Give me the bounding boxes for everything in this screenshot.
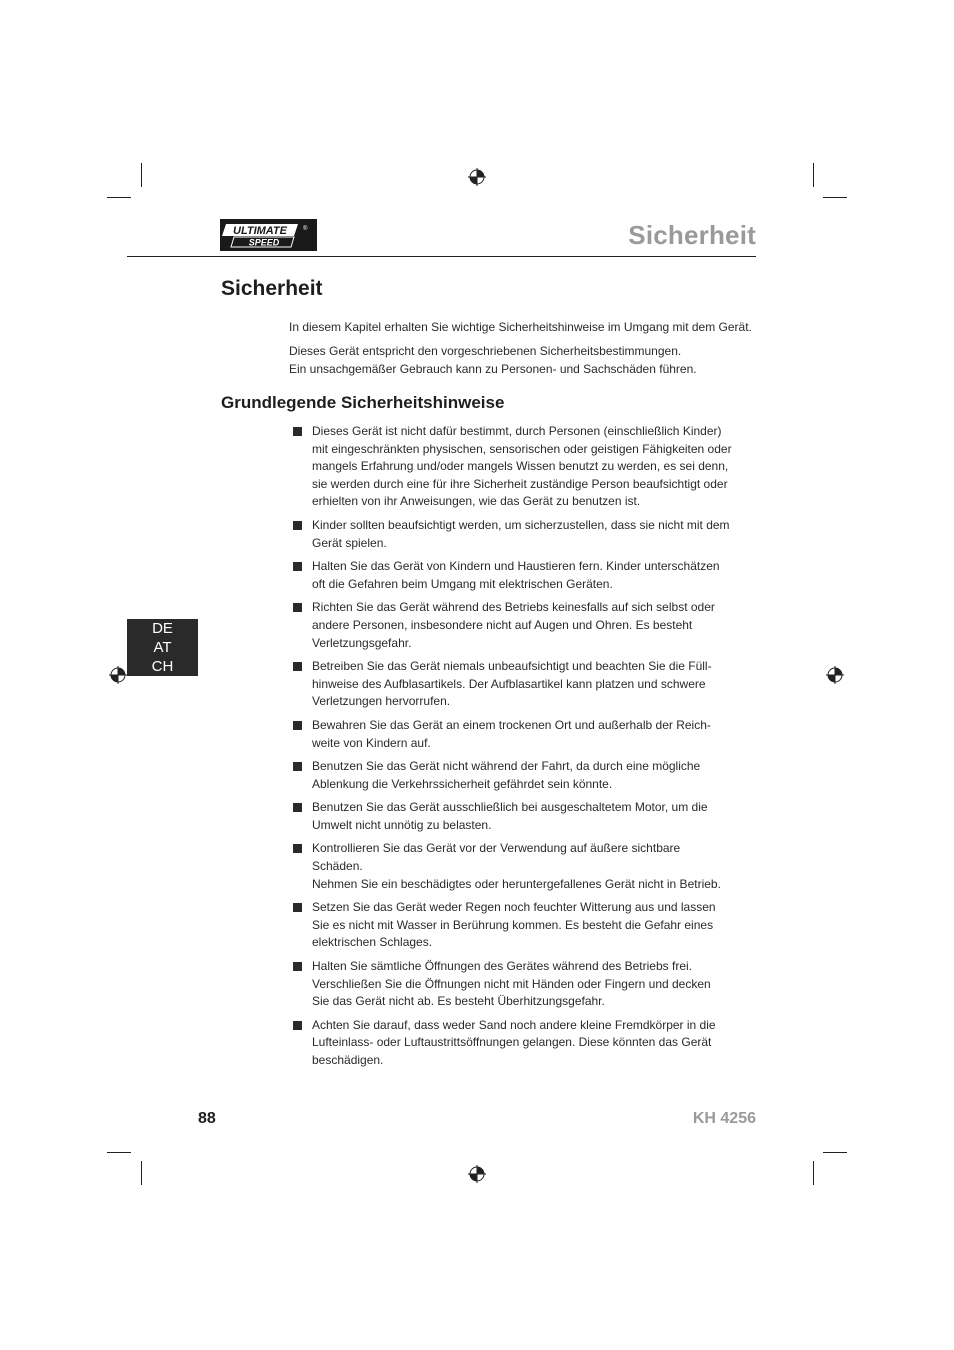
intro-paragraph: Ein unsachgemäßer Gebrauch kann zu Personen- und Sachschäden führen.	[289, 362, 697, 376]
logo-text-bottom: SPEED	[248, 237, 280, 248]
registration-mark-icon	[468, 1165, 486, 1183]
square-bullet-icon	[293, 844, 302, 853]
language-code: AT	[153, 639, 172, 656]
square-bullet-icon	[293, 1021, 302, 1030]
model-number: KH 4256	[692, 1110, 756, 1127]
language-tab	[127, 619, 198, 676]
crop-mark	[813, 1161, 814, 1185]
crop-mark	[141, 163, 142, 187]
page-heading: Sicherheit	[221, 277, 323, 300]
page-number: 88	[198, 1110, 216, 1127]
logo-text-top: ULTIMATE	[233, 225, 287, 237]
list-item: Kinder sollten beaufsichtigt werden, um sicherzustellen, dass sie nicht mit dem Gerät spielen.	[293, 517, 733, 552]
intro-paragraph: Dieses Gerät entspricht den vorgeschriebenen Sicherheitsbestimmungen.	[289, 344, 682, 358]
crop-mark	[823, 1152, 847, 1153]
header-title: Sicherheit	[628, 220, 756, 250]
list-item: Dieses Gerät ist nicht dafür bestimmt, durch Personen (einschließlich Kinder) mit eingeschränkten physischen, sensorischen oder geistigen Fähigkeiten oder mangels Erfahrung und/oder mangels Wissen benutzt zu werden, es sei denn, sie werden durch eine für ihre Sicherheit zuständige Person beaufsichtigt oder erhielten von ihr Anweisungen, wie das Gerät zu benutzen ist.	[293, 423, 733, 511]
square-bullet-icon	[293, 562, 302, 571]
square-bullet-icon	[293, 603, 302, 612]
list-item: Kontrollieren Sie das Gerät vor der Verwendung auf äußere sichtbare Schäden. Nehmen Sie ein beschädigtes oder heruntergefallenes Gerät nicht in Betrieb.	[293, 840, 733, 893]
list-item: Halten Sie sämtliche Öffnungen des Gerätes während des Betriebs frei. Verschließen Sie die Öffnungen nicht mit Händen oder Fingern und decken Sie das Gerät nicht ab. Es besteht Überhitzungsgefahr.	[293, 958, 733, 1011]
logo-registered-mark: ®	[303, 226, 308, 232]
list-item: Benutzen Sie das Gerät ausschließlich bei ausgeschaltetem Motor, um die Umwelt nicht unnötig zu belasten.	[293, 799, 733, 834]
list-item: Setzen Sie das Gerät weder Regen noch feuchter Witterung aus und lassen Sie es nicht mit Wasser in Berührung kommen. Es besteht die Gefahr eines elektrischen Schlages.	[293, 899, 733, 952]
list-item: Betreiben Sie das Gerät niemals unbeaufsichtigt und beachten Sie die Füll- hinweise des Aufblasartikels. Der Aufblasartikel kann platzen und schwere Verletzungen hervorrufen.	[293, 658, 733, 711]
list-item: Halten Sie das Gerät von Kindern und Haustieren fern. Kinder unterschätzen oft die Gefahren beim Umgang mit elektrischen Geräten.	[293, 558, 733, 593]
header-rule	[127, 256, 756, 257]
crop-mark	[823, 197, 847, 198]
ultimate-speed-logo	[220, 219, 317, 251]
square-bullet-icon	[293, 762, 302, 771]
square-bullet-icon	[293, 662, 302, 671]
square-bullet-icon	[293, 962, 302, 971]
square-bullet-icon	[293, 427, 302, 436]
list-item: Achten Sie darauf, dass weder Sand noch andere kleine Fremdkörper in die Lufteinlass- oder Luftaustrittsöffnungen gelangen. Diese könnten das Gerät beschädigen.	[293, 1017, 733, 1070]
square-bullet-icon	[293, 803, 302, 812]
crop-mark	[107, 1152, 131, 1153]
list-item: Bewahren Sie das Gerät an einem trockenen Ort und außerhalb der Reich- weite von Kindern auf.	[293, 717, 733, 752]
square-bullet-icon	[293, 903, 302, 912]
square-bullet-icon	[293, 721, 302, 730]
intro-paragraph: In diesem Kapitel erhalten Sie wichtige Sicherheitshinweise im Umgang mit dem Gerät.	[289, 320, 752, 334]
crop-mark	[813, 163, 814, 187]
crop-mark	[107, 197, 131, 198]
crop-mark	[141, 1161, 142, 1185]
registration-mark-icon	[468, 168, 486, 186]
section-heading: Grundlegende Sicherheitshinweise	[221, 393, 505, 412]
registration-mark-icon	[109, 666, 127, 684]
list-item: Richten Sie das Gerät während des Betriebs keinesfalls auf sich selbst oder andere Personen, insbesondere nicht auf Augen und Ohren. Es besteht Verletzungsgefahr.	[293, 599, 733, 652]
list-item: Benutzen Sie das Gerät nicht während der Fahrt, da durch eine mögliche Ablenkung die Verkehrssicherheit gefährdet sein könnte.	[293, 758, 733, 793]
language-code: CH	[151, 658, 174, 675]
square-bullet-icon	[293, 521, 302, 530]
language-code: DE	[152, 620, 173, 637]
registration-mark-icon	[826, 666, 844, 684]
safety-list	[293, 423, 733, 1076]
